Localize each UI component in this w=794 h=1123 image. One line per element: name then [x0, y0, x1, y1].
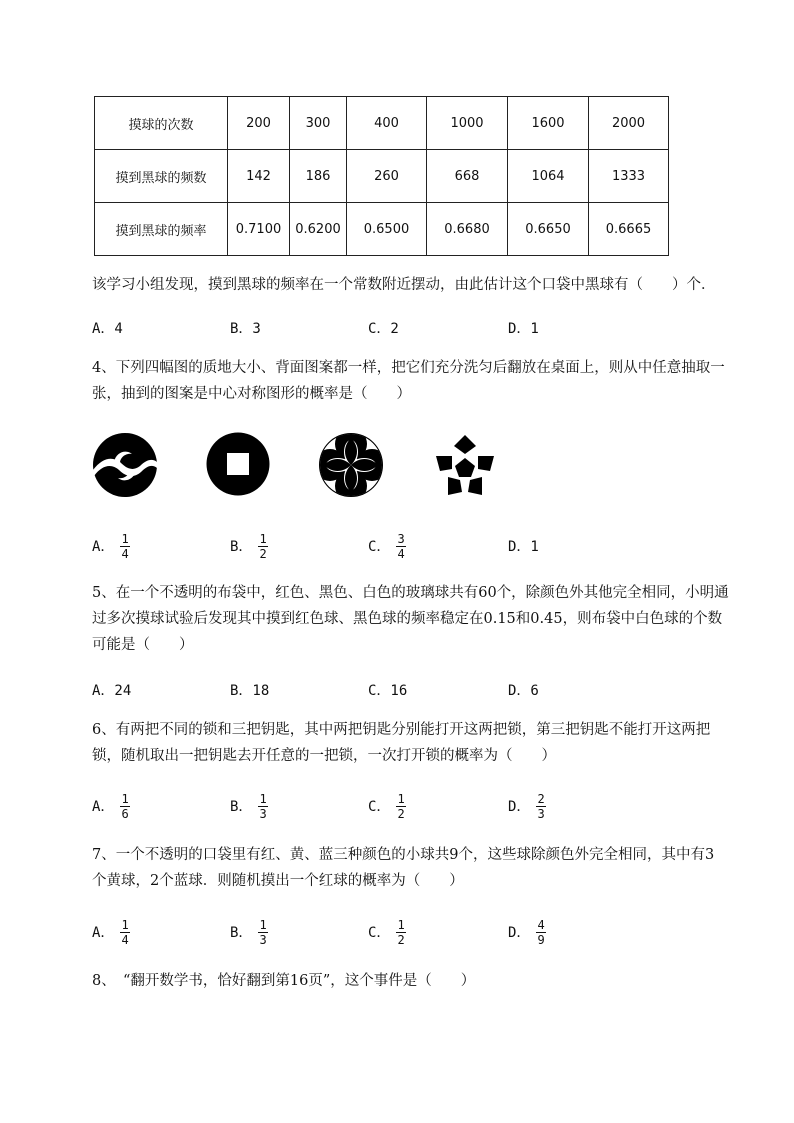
- q4-option-b: [230, 528, 268, 564]
- q8-question-text: 8、 “翻开数学书，恰好翻到第16页”，这个事件是（ ）: [92, 973, 476, 989]
- numerator: 1: [121, 531, 129, 546]
- option-label: B．: [230, 799, 253, 815]
- table-cell: 0.6500: [347, 203, 427, 256]
- q6-option-b: [230, 788, 268, 824]
- table-row: [95, 203, 669, 256]
- numerator: 2: [537, 791, 545, 806]
- numerator: 1: [259, 791, 267, 806]
- q4-question-line2: 张，抽到的图案是中心对称图形的概率是（ ）: [92, 386, 411, 402]
- q7-question-line1: 7、一个不透明的口袋里有红、黄、蓝三种颜色的小球共9个，这些球除颜色外完全相同，其中有3: [92, 847, 715, 863]
- option-label: B．: [230, 539, 253, 555]
- q7-option-b: [230, 914, 268, 950]
- fraction: [396, 792, 405, 821]
- option-label: B．: [230, 925, 253, 941]
- row-header: 摸到黑球的频率: [95, 203, 228, 256]
- fraction: [536, 918, 545, 947]
- q6-option-a: [92, 788, 130, 824]
- option-label: C．: [368, 799, 391, 815]
- table-cell: 0.6650: [508, 203, 589, 256]
- row-header: 摸到黑球的频数: [95, 150, 228, 203]
- q7-option-d: [508, 914, 546, 950]
- q7-option-a: [92, 914, 130, 950]
- option-label: D．: [508, 799, 531, 815]
- q3-option-c: C．2: [368, 321, 399, 337]
- fraction: [258, 532, 267, 561]
- wave-circle-icon: [92, 432, 158, 498]
- q5-question-line3: 可能是（ ）: [92, 637, 194, 653]
- fraction: [258, 918, 267, 947]
- denominator: 4: [121, 546, 129, 561]
- square-hole-coin-icon: [206, 432, 270, 496]
- denominator: 4: [121, 932, 129, 947]
- table-cell: 0.7100: [228, 203, 290, 256]
- denominator: 3: [259, 932, 267, 947]
- denominator: 3: [537, 806, 545, 821]
- table-cell: 300: [290, 97, 347, 150]
- table-cell: 200: [228, 97, 290, 150]
- q3-option-a: A．4: [92, 321, 123, 337]
- table-cell: 186: [290, 150, 347, 203]
- table-cell: 0.6680: [427, 203, 508, 256]
- q5-option-d: D．6: [508, 683, 539, 699]
- q6-options: [92, 788, 652, 824]
- fraction: [120, 792, 129, 821]
- numerator: 3: [397, 531, 405, 546]
- denominator: 2: [397, 806, 405, 821]
- q4-question-line1: 4、下列四幅图的质地大小、背面图案都一样，把它们充分洗匀后翻放在桌面上，则从中任意抽取一: [92, 360, 725, 376]
- option-label: A．: [92, 925, 115, 941]
- numerator: 4: [537, 917, 545, 932]
- q5-question-line2: 过多次摸球试验后发现其中摸到红色球、黑色球的频率稳定在0.15和0.45，则布袋中白色球的个数: [92, 611, 723, 627]
- q5-question-line1: 5、在一个不透明的布袋中，红色、黑色、白色的玻璃球共有60个，除颜色外其他完全相同，小明通: [92, 585, 729, 601]
- q4-option-a: [92, 528, 130, 564]
- numerator: 1: [397, 791, 405, 806]
- fraction: [120, 918, 129, 947]
- table-cell: 1064: [508, 150, 589, 203]
- table-cell: 1000: [427, 97, 508, 150]
- denominator: 2: [259, 546, 267, 561]
- q7-question-line2: 个黄球，2个蓝球．则随机摸出一个红球的概率为（ ）: [92, 873, 464, 889]
- fraction: [396, 532, 405, 561]
- q7-options: [92, 914, 652, 950]
- q3-question-text: 该学习小组发现，摸到黑球的频率在一个常数附近摆动，由此估计这个口袋中黑球有（ ）个．: [92, 277, 716, 293]
- option-label: C．: [368, 925, 391, 941]
- table-cell: 0.6665: [589, 203, 669, 256]
- q4-option-c: [368, 528, 406, 564]
- q6-option-d: [508, 788, 546, 824]
- numerator: 1: [121, 791, 129, 806]
- q3-option-b: B．3: [230, 321, 261, 337]
- table-cell: 0.6200: [290, 203, 347, 256]
- q5-option-a: A．24: [92, 683, 132, 699]
- q4-options: [92, 528, 652, 564]
- four-petal-circle-icon: [318, 432, 384, 498]
- option-label: A．: [92, 539, 115, 555]
- table-cell: 142: [228, 150, 290, 203]
- denominator: 4: [397, 546, 405, 561]
- table-row: [95, 150, 669, 203]
- option-label: D．1: [508, 539, 539, 555]
- option-label: A．: [92, 799, 115, 815]
- frequency-table: [94, 96, 669, 256]
- option-label: C．: [368, 539, 391, 555]
- denominator: 3: [259, 806, 267, 821]
- q3-option-d: D．1: [508, 321, 539, 337]
- numerator: 1: [259, 917, 267, 932]
- q5-option-c: C．16: [368, 683, 408, 699]
- q6-question-line2: 锁，随机取出一把钥匙去开任意的一把锁，一次打开锁的概率为（ ）: [92, 748, 556, 764]
- q7-option-c: [368, 914, 406, 950]
- table-cell: 1600: [508, 97, 589, 150]
- denominator: 6: [121, 806, 129, 821]
- table-cell: 260: [347, 150, 427, 203]
- denominator: 2: [397, 932, 405, 947]
- numerator: 1: [259, 531, 267, 546]
- q5-option-b: B．18: [230, 683, 270, 699]
- table-cell: 1333: [589, 150, 669, 203]
- table-cell: 400: [347, 97, 427, 150]
- q6-option-c: [368, 788, 406, 824]
- table-cell: 2000: [589, 97, 669, 150]
- fraction: [396, 918, 405, 947]
- row-header: 摸球的次数: [95, 97, 228, 150]
- option-label: D．: [508, 925, 531, 941]
- table-cell: 668: [427, 150, 508, 203]
- q6-question-line1: 6、有两把不同的锁和三把钥匙，其中两把钥匙分别能打开这两把锁，第三把钥匙不能打开这两把: [92, 722, 711, 738]
- table-row: [95, 97, 669, 150]
- numerator: 1: [397, 917, 405, 932]
- q4-option-d: [508, 528, 539, 564]
- fraction: [120, 532, 129, 561]
- pentagon-flower-icon: [432, 432, 498, 498]
- fraction: [258, 792, 267, 821]
- fraction: [536, 792, 545, 821]
- denominator: 9: [537, 932, 545, 947]
- numerator: 1: [121, 917, 129, 932]
